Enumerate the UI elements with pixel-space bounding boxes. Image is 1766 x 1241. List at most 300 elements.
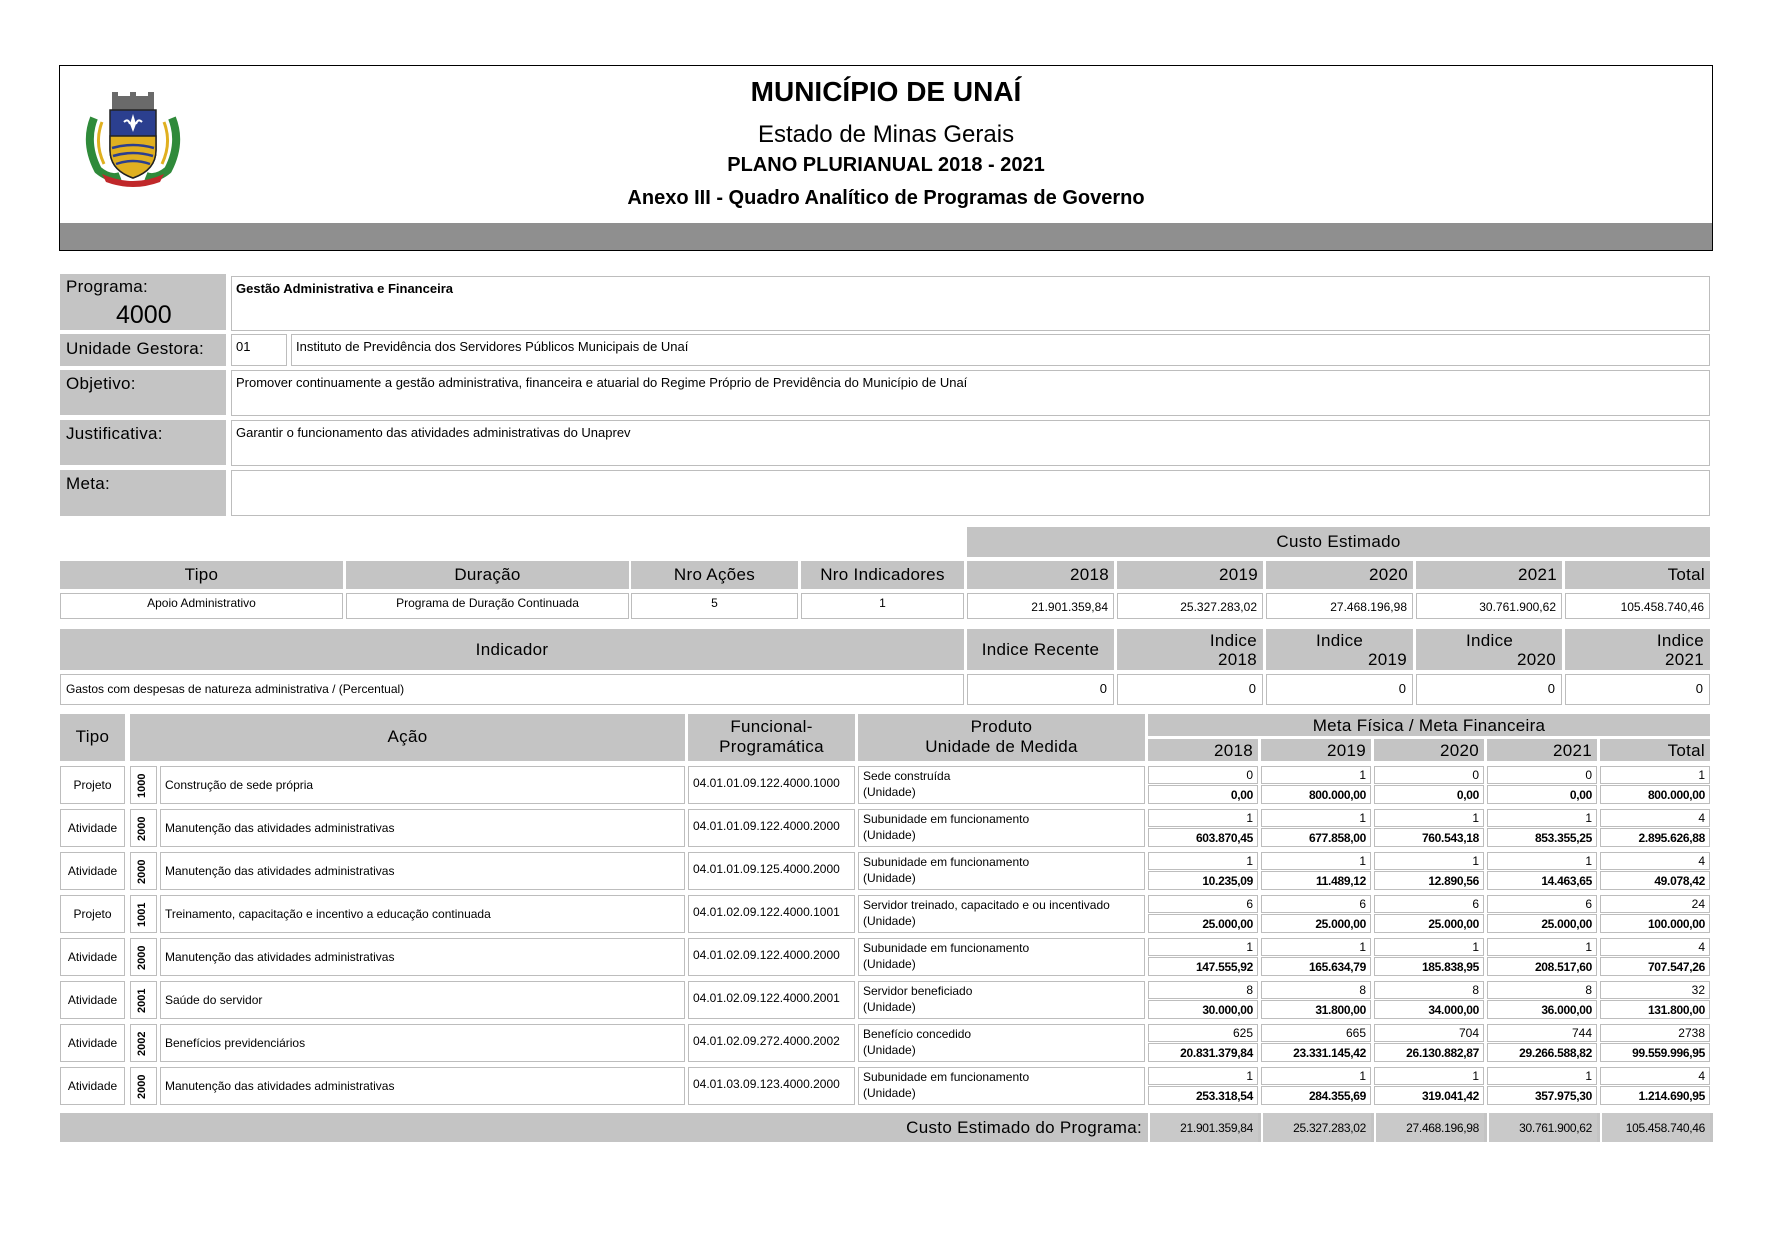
action-meta-fisica: 8	[1585, 983, 1592, 997]
action-meta-financeira-cell	[1487, 1043, 1597, 1062]
action-meta-fisica-cell	[1600, 852, 1710, 870]
actions-year-header-cell	[1374, 739, 1484, 761]
action-meta-fisica-cell	[1261, 938, 1371, 956]
indicator-index-word: Indice	[1316, 631, 1364, 650]
action-meta-fisica-cell	[1600, 938, 1710, 956]
action-meta-fisica-cell	[1148, 895, 1258, 913]
action-meta-financeira: 707.547,26	[1647, 960, 1705, 974]
action-meta-fisica: 0	[1585, 768, 1592, 782]
action-meta-financeira: 800.000,00	[1308, 788, 1366, 802]
summary-value-cell	[346, 593, 629, 619]
action-tipo-cell	[60, 1024, 125, 1062]
action-meta-fisica-cell	[1148, 766, 1258, 784]
action-meta-financeira-cell	[1261, 828, 1371, 847]
actions-year-header-cell	[1261, 739, 1371, 761]
action-name-cell	[160, 981, 685, 1019]
action-name-cell	[160, 766, 685, 804]
summary-header-cell	[1416, 561, 1562, 589]
action-meta-fisica: 1	[1246, 940, 1253, 954]
action-code-cell	[130, 1024, 157, 1062]
action-meta-financeira-cell	[1374, 1043, 1484, 1062]
action-unidade: (Unidade)	[863, 1000, 916, 1014]
action-funcional: 04.01.01.09.122.4000.1000	[693, 776, 840, 790]
action-meta-fisica: 8	[1472, 983, 1479, 997]
indicator-value: 0	[1248, 681, 1256, 696]
action-name: Manutenção das atividades administrativas	[165, 1079, 395, 1093]
action-produto: Benefício concedido	[863, 1027, 972, 1041]
action-meta-financeira-cell	[1600, 1086, 1710, 1105]
action-name: Manutenção das atividades administrativas	[165, 864, 395, 878]
indicator-year-header-cell	[1565, 629, 1710, 670]
action-meta-fisica: 1	[1585, 854, 1592, 868]
footer-value: 25.327.283,02	[1293, 1121, 1366, 1135]
indicator-index-word: Indice	[1466, 631, 1514, 650]
action-meta-fisica-cell	[1148, 981, 1258, 999]
action-meta-financeira-cell	[1487, 957, 1597, 976]
action-meta-financeira-cell	[1148, 1043, 1258, 1062]
action-meta-fisica-cell	[1261, 766, 1371, 784]
action-meta-financeira-cell	[1374, 828, 1484, 847]
indicator-year-header-cell	[1117, 629, 1263, 670]
action-meta-financeira-cell	[1600, 828, 1710, 847]
action-meta-fisica: 6	[1472, 897, 1479, 911]
action-meta-financeira: 760.543,18	[1421, 831, 1479, 845]
action-meta-financeira-cell	[1374, 957, 1484, 976]
indicator-value-cell	[1117, 674, 1263, 705]
action-meta-financeira: 800.000,00	[1647, 788, 1705, 802]
action-meta-fisica: 4	[1698, 940, 1705, 954]
action-code-cell	[130, 1067, 157, 1105]
action-meta-financeira: 25.000,00	[1202, 917, 1253, 931]
action-code: 2002	[136, 1031, 148, 1057]
summary-header: Tipo	[184, 565, 219, 584]
footer-label: Custo Estimado do Programa:	[906, 1118, 1142, 1137]
action-name-cell	[160, 1024, 685, 1062]
action-code: 2000	[136, 816, 148, 842]
action-name-cell	[160, 1067, 685, 1105]
action-meta-fisica-cell	[1600, 766, 1710, 784]
action-produto-cell	[858, 938, 1145, 976]
action-tipo: Projeto	[73, 778, 112, 792]
action-meta-fisica-cell	[1261, 809, 1371, 827]
summary-header-cell	[346, 561, 629, 589]
action-funcional: 04.01.01.09.125.4000.2000	[693, 862, 840, 876]
summary-header: 2018	[1069, 565, 1109, 584]
action-produto-cell	[858, 809, 1145, 847]
action-meta-fisica: 1	[1246, 1069, 1253, 1083]
justification-text: Garantir o funcionamento das atividades administrativas do Unaprev	[236, 425, 631, 440]
action-meta-financeira-cell	[1148, 957, 1258, 976]
summary-value-cell	[631, 593, 798, 619]
indicator-year: 2021	[1664, 650, 1704, 669]
action-meta-fisica: 1	[1472, 854, 1479, 868]
indicator-year: 2020	[1516, 650, 1556, 669]
action-meta-fisica: 1	[1472, 940, 1479, 954]
actions-funcional-header-2: Programática	[719, 737, 824, 756]
action-meta-fisica-cell	[1374, 895, 1484, 913]
action-tipo-cell	[60, 1067, 125, 1105]
indicator-value: 0	[1695, 681, 1703, 696]
summary-value: Apoio Administrativo	[147, 596, 256, 610]
summary-header-cell	[631, 561, 798, 589]
actions-year-header-cell	[1487, 739, 1597, 761]
action-meta-financeira-cell	[1600, 1000, 1710, 1019]
action-code-cell	[130, 809, 157, 847]
action-produto-cell	[858, 895, 1145, 933]
action-meta-financeira: 165.634,79	[1308, 960, 1366, 974]
action-code: 1001	[136, 902, 148, 928]
action-produto: Sede construída	[863, 769, 951, 783]
action-produto-cell	[858, 1024, 1145, 1062]
actions-produto-header-cell	[858, 714, 1145, 761]
action-name-cell	[160, 938, 685, 976]
footer-value-cell	[1374, 1113, 1484, 1142]
action-meta-financeira: 0,00	[1569, 788, 1592, 802]
footer-value-cell	[1600, 1113, 1710, 1142]
indicator-header-cell	[60, 629, 964, 670]
footer-value: 105.458.740,46	[1625, 1121, 1705, 1135]
action-unidade: (Unidade)	[863, 871, 916, 885]
action-produto: Servidor beneficiado	[863, 984, 973, 998]
objective-text: Promover continuamente a gestão administrativa, financeira e atuarial do Regime Próprio de Previdência do Município de Unaí	[236, 375, 968, 390]
action-funcional: 04.01.03.09.123.4000.2000	[693, 1077, 840, 1091]
program-name: Gestão Administrativa e Financeira	[236, 281, 453, 296]
action-meta-fisica: 6	[1246, 897, 1253, 911]
action-meta-fisica: 1	[1359, 768, 1366, 782]
summary-value: 30.761.900,62	[1479, 600, 1556, 614]
actions-tipo-header-cell	[60, 714, 125, 761]
indicator-recent-cell	[967, 674, 1114, 705]
action-meta-financeira: 99.559.996,95	[1632, 1046, 1705, 1060]
action-meta-fisica: 8	[1246, 983, 1253, 997]
action-name: Manutenção das atividades administrativas	[165, 950, 395, 964]
action-meta-fisica: 1	[1585, 940, 1592, 954]
action-meta-fisica: 0	[1472, 768, 1479, 782]
cost-header: Custo Estimado	[1276, 532, 1401, 551]
action-meta-fisica-cell	[1374, 766, 1484, 784]
action-code-cell	[130, 938, 157, 976]
cost-header-cell	[967, 527, 1710, 557]
summary-header-cell	[1266, 561, 1413, 589]
action-meta-fisica: 24	[1691, 897, 1705, 911]
action-funcional-cell	[688, 809, 855, 847]
actions-acao-header: Ação	[387, 727, 428, 746]
action-meta-financeira: 25.000,00	[1315, 917, 1366, 931]
action-meta-financeira-cell	[1374, 914, 1484, 933]
action-meta-fisica-cell	[1487, 852, 1597, 870]
action-meta-fisica-cell	[1487, 895, 1597, 913]
action-meta-fisica-cell	[1487, 1067, 1597, 1085]
actions-year-header-cell	[1600, 739, 1710, 761]
action-meta-fisica-cell	[1261, 1067, 1371, 1085]
action-meta-financeira: 603.870,45	[1195, 831, 1253, 845]
indicator-value-cell	[1416, 674, 1562, 705]
action-funcional: 04.01.01.09.122.4000.2000	[693, 819, 840, 833]
summary-header: Nro Ações	[673, 565, 756, 584]
coat-of-arms-icon	[80, 88, 186, 188]
action-funcional-cell	[688, 1067, 855, 1105]
action-meta-fisica-cell	[1487, 1024, 1597, 1042]
action-meta-financeira-cell	[1148, 914, 1258, 933]
action-meta-financeira-cell	[1261, 1000, 1371, 1019]
action-code: 2001	[136, 988, 148, 1014]
footer-value: 30.761.900,62	[1519, 1121, 1592, 1135]
action-funcional-cell	[688, 766, 855, 804]
action-meta-fisica-cell	[1374, 809, 1484, 827]
action-meta-financeira-cell	[1374, 1086, 1484, 1105]
action-meta-financeira-cell	[1600, 957, 1710, 976]
action-meta-fisica-cell	[1374, 981, 1484, 999]
goal-label: Meta:	[66, 474, 111, 493]
action-meta-financeira: 30.000,00	[1202, 1003, 1253, 1017]
action-funcional-cell	[688, 852, 855, 890]
action-meta-fisica: 625	[1232, 1026, 1253, 1040]
action-funcional-cell	[688, 981, 855, 1019]
action-meta-fisica-cell	[1600, 1067, 1710, 1085]
action-tipo: Projeto	[73, 907, 112, 921]
action-meta-financeira: 1.214.690,95	[1638, 1089, 1705, 1103]
action-code: 2000	[136, 859, 148, 885]
action-code-cell	[130, 766, 157, 804]
action-meta-financeira-cell	[1487, 785, 1597, 804]
municipality-title: MUNICÍPIO DE UNAÍ	[750, 76, 1022, 107]
action-meta-fisica: 2738	[1678, 1026, 1705, 1040]
action-meta-financeira: 284.355,69	[1308, 1089, 1366, 1103]
action-meta-fisica-cell	[1148, 1024, 1258, 1042]
program-code: 4000	[116, 301, 172, 329]
action-produto-cell	[858, 1067, 1145, 1105]
action-meta-fisica-cell	[1600, 981, 1710, 999]
summary-value: 21.901.359,84	[1031, 600, 1108, 614]
summary-value-cell	[1266, 593, 1413, 619]
summary-value-cell	[1565, 593, 1710, 619]
action-tipo: Atividade	[67, 993, 118, 1007]
action-produto: Subunidade em funcionamento	[863, 941, 1030, 955]
actions-year-header: 2021	[1552, 741, 1592, 760]
summary-header: Total	[1667, 565, 1705, 584]
action-meta-financeira-cell	[1148, 785, 1258, 804]
action-meta-financeira-cell	[1261, 785, 1371, 804]
indicator-name-cell	[60, 674, 964, 705]
action-meta-financeira-cell	[1600, 785, 1710, 804]
action-meta-fisica-cell	[1600, 809, 1710, 827]
action-meta-financeira: 25.000,00	[1541, 917, 1592, 931]
action-meta-financeira: 131.800,00	[1647, 1003, 1705, 1017]
action-meta-fisica: 1	[1359, 1069, 1366, 1083]
action-meta-fisica-cell	[1487, 766, 1597, 784]
unit-label-cell	[60, 334, 226, 366]
action-meta-financeira-cell	[1374, 785, 1484, 804]
action-meta-financeira-cell	[1600, 1043, 1710, 1062]
summary-value-cell	[60, 593, 343, 619]
action-meta-fisica: 1	[1359, 854, 1366, 868]
action-meta-financeira-cell	[1148, 871, 1258, 890]
actions-year-header: 2020	[1439, 741, 1479, 760]
action-produto-cell	[858, 981, 1145, 1019]
summary-value: 5	[711, 596, 718, 610]
action-meta-financeira: 34.000,00	[1428, 1003, 1479, 1017]
action-unidade: (Unidade)	[863, 1043, 916, 1057]
objective-label: Objetivo:	[66, 374, 136, 393]
action-meta-fisica-cell	[1374, 938, 1484, 956]
action-meta-financeira-cell	[1261, 914, 1371, 933]
indicator-year: 2018	[1217, 650, 1257, 669]
actions-produto-header-1: Produto	[970, 717, 1033, 736]
summary-header-cell	[1117, 561, 1263, 589]
action-meta-financeira: 12.890,56	[1428, 874, 1479, 888]
actions-acao-header-cell	[130, 714, 685, 761]
footer-value-cell	[1261, 1113, 1371, 1142]
indicator-year-header-cell	[1416, 629, 1562, 670]
footer-value: 21.901.359,84	[1180, 1121, 1253, 1135]
unit-name-cell	[291, 334, 1710, 366]
actions-tipo-header: Tipo	[75, 727, 110, 746]
action-meta-financeira: 36.000,00	[1541, 1003, 1592, 1017]
action-meta-fisica: 6	[1359, 897, 1366, 911]
action-meta-fisica: 4	[1698, 1069, 1705, 1083]
action-meta-financeira: 677.858,00	[1308, 831, 1366, 845]
action-tipo: Atividade	[67, 864, 118, 878]
action-name: Saúde do servidor	[165, 993, 263, 1007]
action-meta-fisica: 6	[1585, 897, 1592, 911]
action-produto: Subunidade em funcionamento	[863, 812, 1030, 826]
action-meta-financeira: 26.130.882,87	[1406, 1046, 1479, 1060]
action-tipo-cell	[60, 981, 125, 1019]
summary-value: 1	[879, 596, 886, 610]
action-meta-financeira-cell	[1374, 1000, 1484, 1019]
action-meta-financeira: 0,00	[1230, 788, 1253, 802]
summary-header-cell	[1565, 561, 1710, 589]
summary-header: 2019	[1218, 565, 1258, 584]
action-meta-financeira: 49.078,42	[1654, 874, 1705, 888]
action-produto-cell	[858, 852, 1145, 890]
indicator-year-header-cell	[1266, 629, 1413, 670]
action-meta-financeira-cell	[1374, 871, 1484, 890]
action-meta-fisica-cell	[1148, 809, 1258, 827]
action-meta-fisica: 744	[1571, 1026, 1592, 1040]
summary-header: 2020	[1368, 565, 1408, 584]
action-tipo: Atividade	[67, 950, 118, 964]
footer-value-cell	[1487, 1113, 1597, 1142]
action-meta-financeira-cell	[1261, 1043, 1371, 1062]
actions-meta-header: Meta Física / Meta Financeira	[1312, 716, 1546, 735]
action-meta-financeira-cell	[1148, 1086, 1258, 1105]
action-meta-fisica: 704	[1458, 1026, 1479, 1040]
program-label: Programa:	[66, 277, 149, 296]
objective-label-cell	[60, 370, 226, 415]
indicator-recent-header: Indice Recente	[981, 640, 1100, 659]
action-code: 2000	[136, 945, 148, 971]
action-code: 2000	[136, 1074, 148, 1100]
action-unidade: (Unidade)	[863, 785, 916, 799]
action-meta-financeira-cell	[1487, 1086, 1597, 1105]
action-name: Treinamento, capacitação e incentivo a educação continuada	[165, 907, 491, 921]
indicator-value-cell	[1565, 674, 1710, 705]
justification-cell	[231, 420, 1710, 466]
action-meta-financeira-cell	[1487, 914, 1597, 933]
action-produto: Subunidade em funcionamento	[863, 855, 1030, 869]
action-tipo: Atividade	[67, 821, 118, 835]
action-meta-fisica: 1	[1359, 811, 1366, 825]
indicator-recent-value: 0	[1099, 681, 1107, 696]
plan-title: PLANO PLURIANUAL 2018 - 2021	[727, 154, 1045, 176]
action-meta-fisica: 8	[1359, 983, 1366, 997]
actions-funcional-header-1: Funcional-	[730, 717, 813, 736]
action-funcional-cell	[688, 1024, 855, 1062]
action-meta-fisica-cell	[1148, 852, 1258, 870]
action-meta-financeira: 208.517,60	[1534, 960, 1592, 974]
action-meta-fisica: 4	[1698, 811, 1705, 825]
action-meta-fisica-cell	[1261, 895, 1371, 913]
action-produto: Servidor treinado, capacitado e ou incentivado	[863, 898, 1110, 912]
action-meta-financeira-cell	[1148, 828, 1258, 847]
action-meta-financeira: 14.463,65	[1541, 874, 1592, 888]
indicator-value: 0	[1398, 681, 1406, 696]
summary-header-cell	[967, 561, 1114, 589]
action-meta-financeira: 319.041,42	[1421, 1089, 1479, 1103]
summary-value-cell	[1117, 593, 1263, 619]
action-meta-financeira: 11.489,12	[1315, 874, 1366, 888]
action-meta-financeira: 100.000,00	[1647, 917, 1705, 931]
justification-label: Justificativa:	[66, 424, 163, 443]
action-meta-financeira: 31.800,00	[1315, 1003, 1366, 1017]
action-meta-fisica: 1	[1472, 1069, 1479, 1083]
indicator-index-word: Indice	[1656, 631, 1704, 650]
action-meta-fisica: 1	[1246, 811, 1253, 825]
action-meta-financeira-cell	[1487, 871, 1597, 890]
action-unidade: (Unidade)	[863, 828, 916, 842]
action-funcional: 04.01.02.09.122.4000.1001	[693, 905, 840, 919]
annex-title: Anexo III - Quadro Analítico de Programas de Governo	[627, 187, 1145, 209]
action-meta-fisica: 1	[1585, 811, 1592, 825]
action-meta-financeira: 25.000,00	[1428, 917, 1479, 931]
action-tipo: Atividade	[67, 1036, 118, 1050]
action-meta-fisica-cell	[1261, 981, 1371, 999]
summary-value: 25.327.283,02	[1180, 600, 1257, 614]
action-meta-fisica-cell	[1600, 1024, 1710, 1042]
action-meta-financeira: 20.831.379,84	[1180, 1046, 1253, 1060]
action-code-cell	[130, 852, 157, 890]
goal-label-cell	[60, 470, 226, 516]
footer-value-cell	[1148, 1113, 1258, 1142]
summary-header: 2021	[1517, 565, 1557, 584]
action-meta-fisica: 0	[1246, 768, 1253, 782]
indicator-value-cell	[1266, 674, 1413, 705]
summary-header: Duração	[454, 565, 521, 584]
action-meta-financeira-cell	[1261, 871, 1371, 890]
unit-label: Unidade Gestora:	[66, 339, 205, 358]
action-meta-fisica-cell	[1374, 1024, 1484, 1042]
objective-cell	[231, 370, 1710, 416]
action-funcional: 04.01.02.09.272.4000.2002	[693, 1034, 840, 1048]
action-meta-financeira: 253.318,54	[1195, 1089, 1253, 1103]
program-name-cell	[231, 276, 1710, 331]
action-name-cell	[160, 809, 685, 847]
action-produto-cell	[858, 766, 1145, 804]
actions-produto-header-2: Unidade de Medida	[925, 737, 1078, 756]
action-meta-fisica: 1	[1359, 940, 1366, 954]
goal-cell	[231, 470, 1710, 516]
action-meta-fisica: 665	[1345, 1026, 1366, 1040]
action-meta-fisica-cell	[1148, 1067, 1258, 1085]
action-meta-financeira: 23.331.145,42	[1293, 1046, 1366, 1060]
action-tipo-cell	[60, 852, 125, 890]
action-code: 1000	[136, 773, 148, 799]
action-meta-fisica-cell	[1487, 981, 1597, 999]
action-tipo-cell	[60, 895, 125, 933]
summary-value-cell	[801, 593, 964, 619]
action-meta-financeira: 357.975,30	[1534, 1089, 1592, 1103]
